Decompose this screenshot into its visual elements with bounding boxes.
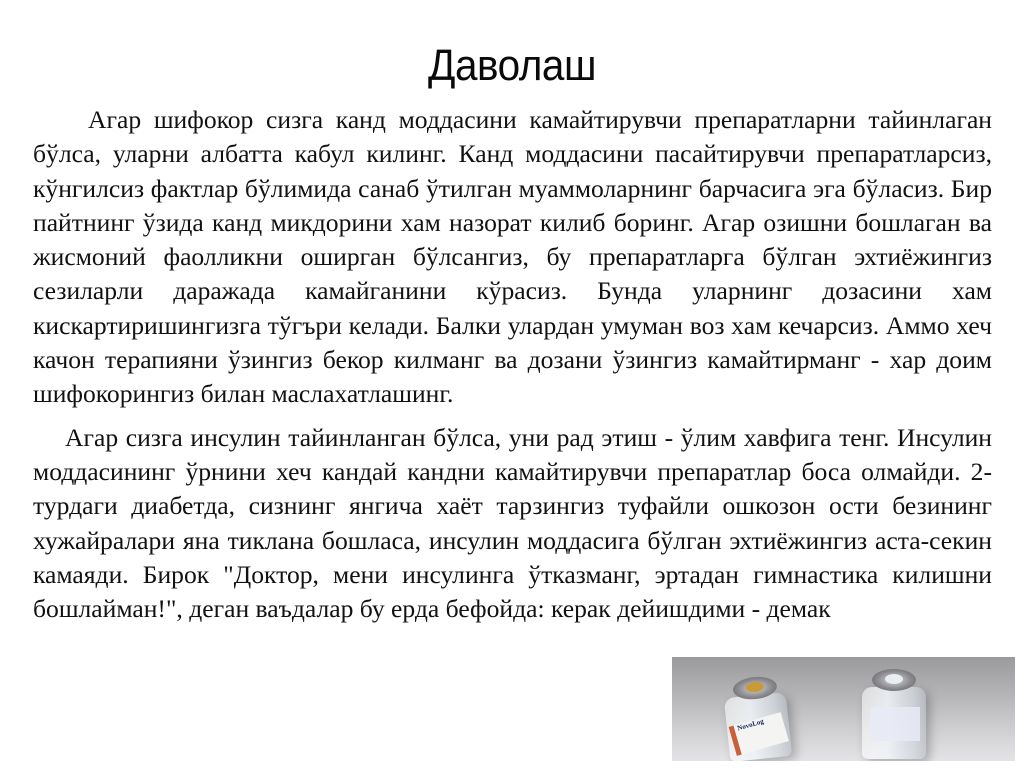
vial-cap — [732, 675, 778, 701]
insulin-vials-photo — [672, 657, 1015, 761]
slide-title: Даволаш — [427, 41, 596, 90]
vial-cap — [872, 669, 916, 691]
slide-body — [33, 103, 992, 626]
insulin-vial-right — [862, 687, 926, 759]
paragraph-treatment-pills: Агар шифокор сизга канд моддасини камайтирувчи препаратларни тайинлаган бўлса, уларни албатта кабул килинг. Канд моддасини пасайтирувчи препаратларсиз, кўнгилсиз фактлар бўлимида санаб ўтилган муаммоларнинг барчасига эга бўласиз. Бир пайтнинг ўзида канд микдорини хам назорат килиб боринг. Агар озишни бошлаган ва жисмоний фаолликни оширган бўлсангиз, бу препаратларга бўлган эхтиёжингиз сезиларли даражада камайганини кўрасиз. Бунда уларнинг дозасини хам кискартиришингизга тўгъри келади. Балки улардан умуман воз хам кечарсиз. Аммо хеч качон терапияни ўзингиз бекор килманг ва дозани ўзингиз камайтирманг - хар доим шифокорингиз билан маслахатлашинг. — [33, 105, 992, 409]
vial-label: NovoLog — [729, 712, 789, 756]
vial-label-printed — [870, 707, 920, 741]
insulin-vial-left — [724, 692, 792, 761]
paragraph-insulin: Агар сизга инсулин тайинланган бўлса, уни рад этиш - ўлим хавфига тенг. Инсулин моддасининг ўрнини хеч кандай кандни камайтирувчи препаратлар боса олмайди. 2-турдаги диабетда, сизнинг янгича хаёт тарзингиз туфайли ошкозон ости безининг хужайралари яна тиклана бошласа, инсулин моддасига бўлган эхтиёжингиз аста-секин камаяди. Бирок "Доктор, мени инсулинга ўтказманг, эртадан гимнастика килишни бошлайман!", деган ваъдалар бу ерда бефойда: керак дейишдими - демак — [33, 422, 992, 624]
